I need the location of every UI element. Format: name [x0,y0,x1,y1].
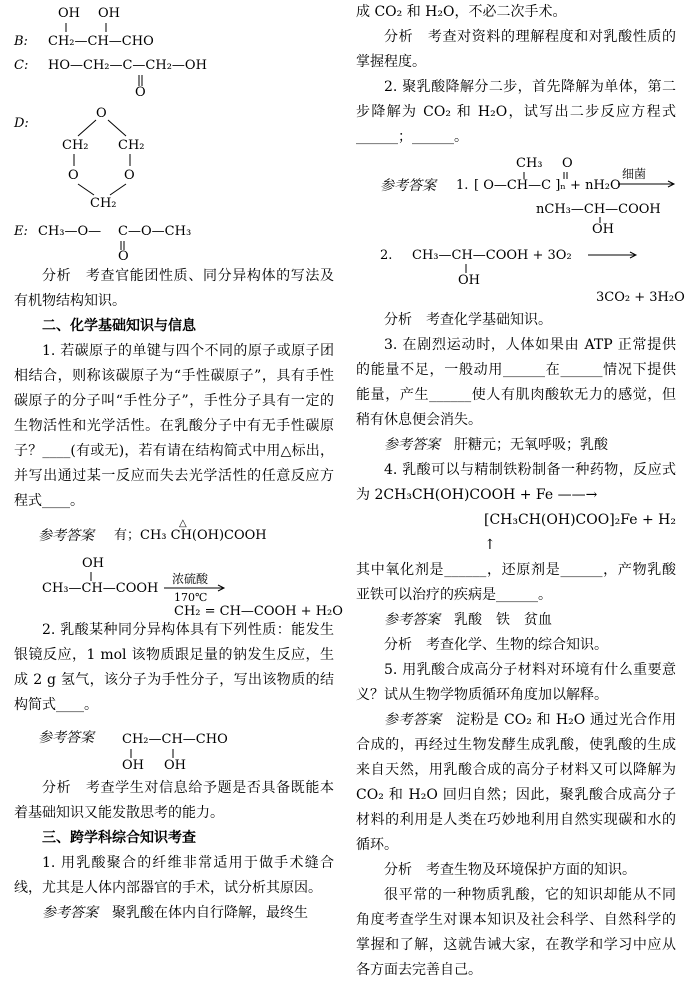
question-5: 3. 在剧烈运动时，人体如果由 ATP 正常提供的能量不足，一般动用______在______情况下提供能量，产生______使人有肌肉酸软无力的感觉，但稍有休息便会消失。 [356,337,676,428]
option-c-chain: HO—CH₂—C—CH₂—OH [48,58,207,73]
answer-2 [14,718,334,776]
question-6-tail: 其中氧化剂是______，还原剂是______，产物乳酸亚铁可以治疗的疾病是______。 [356,562,676,603]
option-c-double-bond [14,48,334,96]
analysis-4: 分析 考查化学基础知识。 [384,312,552,328]
option-b-oh2: OH [98,6,120,21]
reaction-2-product: 3CO₂ + 3H₂O [596,290,685,305]
reaction-1-condition: 细菌 [622,167,647,181]
option-e-left: CH₃—O— [38,224,102,239]
reaction-2-number: 2. [380,248,393,263]
reaction-1-oh: OH [592,222,614,237]
equation-1-oh: OH [82,556,104,571]
equation-1-main: CH₃—CH—COOH [42,581,159,596]
answer-6-label: 参考答案 [384,612,440,628]
answer-5 [356,433,676,458]
right-column [356,0,685,983]
option-b-label: B: [14,34,28,49]
analysis-7: 分析 考查生物及环境保护方面的知识。 [384,862,636,878]
equation-1-temp: 170℃ [174,591,208,604]
option-d-ch2-left: CH₂ [62,138,89,153]
equation-1-reagent: 浓硫酸 [172,572,209,586]
option-d-o-right: O [124,168,135,183]
reaction-1 [356,150,676,242]
option-d-ch2-bottom: CH₂ [90,196,117,211]
answer-2-oh1: OH [122,758,144,773]
question-1: 1. 若碳原子的单键与四个不同的原子或原子团相结合，则称该碳原子为“手性碳原子”，具有手性碳原子的分子叫“手性分子”，手性分子具有一定的生物活性和光学活性。在乳酸分子中有无手性碳原子？____(有或无)，若有请在结构简式中用△标出，并写出通过某一反应而失去光学活性的任意反应方程式____。 [14,343,334,509]
question-3: 1. 用乳酸聚合的纤维非常适用于做手术缝合线，尤其是人体内部器官的手术，试分析其原因。 [14,855,334,896]
option-d-label: D: [14,116,29,131]
question-6-product: [CH₃CH(OH)COO]₂Fe + H₂ ↑ [484,512,676,553]
option-e-carbon: C [118,224,128,239]
answer-7-label: 参考答案 [384,712,442,728]
answer-1-text: 有；CH₃ CH(OH)COOH [114,528,267,543]
answer-1-label: 参考答案 [38,528,94,544]
option-d-o-top: O [96,106,107,121]
chiral-mark: △ [179,518,187,529]
answer-3-text: 聚乳酸在体内自行降解，最终生 [112,905,308,921]
section-3-heading: 三、跨学科综合知识考查 [42,830,196,846]
answer-5-label: 参考答案 [384,437,440,453]
question-6: 4. 乳酸可以与精制铁粉制备一种药物，反应式为 2CH₃CH(OH)COOH + Fe ——→ [356,462,676,503]
reaction-2-oh: OH [458,273,480,288]
option-b-oh1: OH [58,6,80,21]
option-e-double-bond [14,216,334,264]
reaction-1-label: 参考答案 [380,178,436,194]
question-7: 5. 用乳酸合成高分子材料对环境有什么重要意义？试从生物学物质循环角度加以解释。 [356,662,676,703]
answer-6 [356,608,676,633]
section-2-heading: 二、化学基础知识与信息 [42,318,196,334]
answer-2-chain: CH₂—CH—CHO [122,732,228,747]
analysis-2: 分析 考查学生对信息给予题是否具备既能本着基础知识又能发散思考的能力。 [14,780,334,821]
answer-2-label: 参考答案 [38,730,94,746]
equation-1-product: CH₂ = CH—COOH + H₂O [174,604,343,619]
reaction-2-main: CH₃—CH—COOH + 3O₂ [412,248,572,263]
option-e-oxygen: O [118,249,129,264]
closing-paragraph: 很平常的一种物质乳酸，它的知识却能从不同角度考查学生对课本知识及社会科学、自然科学的掌握和了解，这就告诫大家，在教学和学习中应从各方面去完善自己。 [356,887,676,978]
reaction-1-bonds [356,150,676,242]
answer-3 [14,901,334,926]
answer-3-continued: 成 CO₂ 和 H₂O，不必二次手术。 [356,4,567,20]
analysis-3: 分析 考查对资料的理解程度和对乳酸性质的掌握程度。 [356,29,676,70]
option-d-o-left: O [68,168,79,183]
option-d-ch2-right: CH₂ [118,138,145,153]
answer-2-oh2: OH [164,758,186,773]
reaction-1-product: nCH₃—CH—COOH [536,202,661,217]
answer-5-text: 肝糖元；无氧呼吸；乳酸 [454,437,608,453]
analysis-1: 分析 考查官能团性质、同分异构体的写法及有机物结构知识。 [14,268,334,309]
question-2: 2. 乳酸某种同分异构体具有下列性质：能发生银镜反应，1 mol 该物质跟足量的钠发生反应，生成 2 g 氢气，该分子为手性分子，写出该物质的结构简式____。 [14,622,334,713]
answer-7-text: 淀粉是 CO₂ 和 H₂O 通过光合作用合成的，再经过生物发酵生成乳酸，使乳酸的生成来自天然，用乳酸合成的高分子材料又可以降解为 CO₂ 和 H₂O 回归自然；因此，聚乳酸合成高分子材料的利用是人类在巧妙地利用自然实现碳和水的循环。 [356,712,677,853]
reaction-1-oxygen: O [562,156,573,171]
answer-3-label: 参考答案 [42,905,98,921]
reaction-2 [356,242,685,308]
equation-1 [14,550,343,619]
reaction-1-polymer: [ O—CH—C ]ₙ + nH₂O [474,178,621,193]
analysis-6: 分析 考查化学、生物的综合知识。 [384,637,608,653]
answer-6-text: 乳酸 铁 贫血 [454,612,552,628]
option-b-chain: CH₂—CH—CHO [48,34,154,49]
left-column [14,0,343,926]
option-e-right: —O—CH₃ [128,224,192,239]
option-d-ring-bonds [14,96,334,216]
option-c-oxygen: O [135,85,146,100]
option-e-structure [14,216,334,264]
reaction-1-number: 1. [456,178,469,193]
question-4: 2. 聚乳酸降解分二步，首先降解为单体，第二步降解为 CO₂ 和 H₂O，试写出二步反应方程式______；______。 [356,79,676,145]
reaction-1-ch3: CH₃ [516,156,543,171]
option-d-structure [14,96,334,216]
option-c-label: C: [14,58,29,73]
answer-7 [356,708,676,858]
option-c-structure [14,48,334,100]
answer-1 [14,514,334,550]
option-b-structure [14,0,334,48]
option-e-label: E: [14,224,28,239]
